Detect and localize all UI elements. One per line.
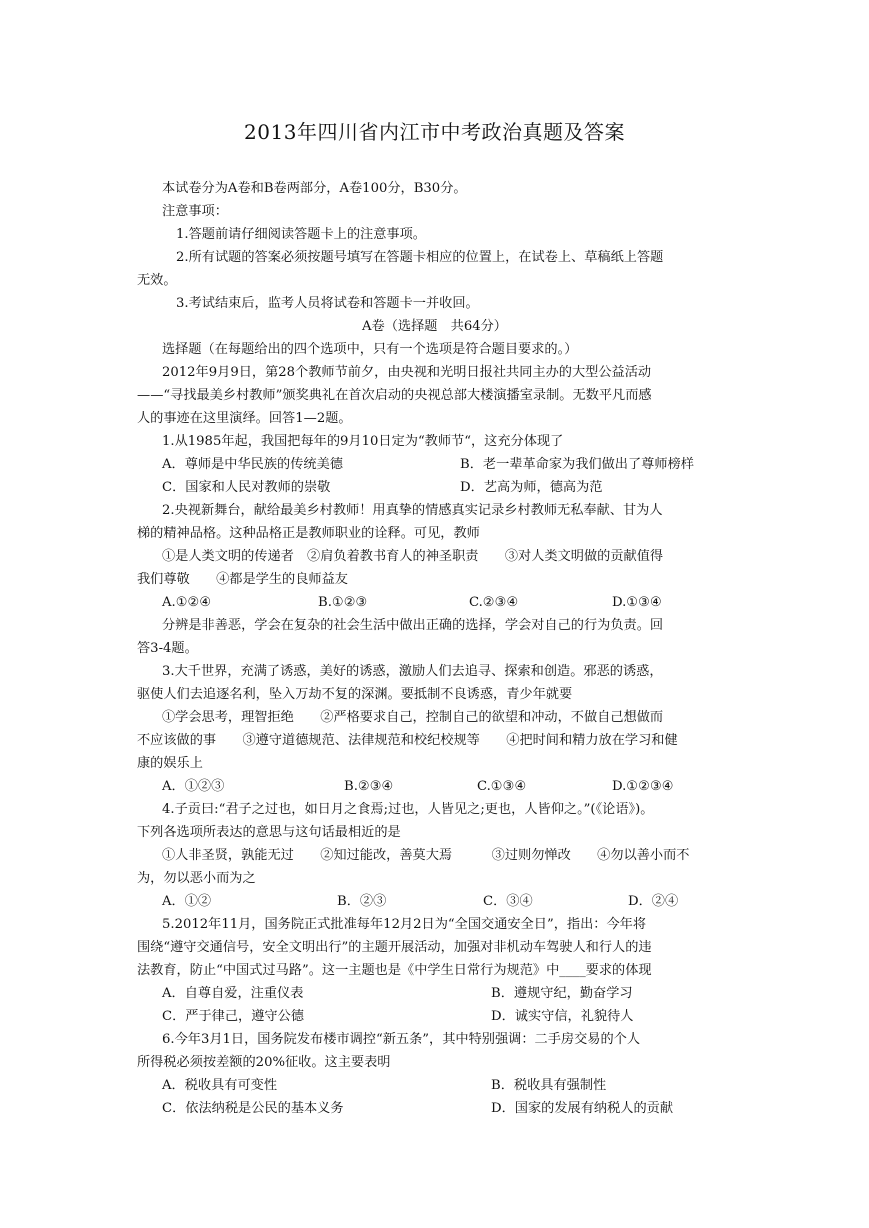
question-4-option-c: C．③④ [483, 894, 533, 909]
question-2-statements-1: ①是人类文明的传递者 ②肩负着教书育人的神圣职责 ③对人类文明做的贡献值得 [162, 549, 664, 564]
question-4-option-b: B．②③ [337, 894, 387, 909]
question-6-option-d: D．国家的发展有纳税人的贡献 [491, 1101, 674, 1116]
material-2-line-2: 答3-4题。 [137, 641, 198, 656]
question-3-statements-3: 康的娱乐上 [137, 756, 203, 771]
question-6-option-b: B．税收具有强制性 [491, 1078, 607, 1093]
note-3: 3.考试结束后，监考人员将试卷和答题卡一并收回。 [176, 296, 479, 311]
question-5-line-3: 法教育，防止“中国式过马路”。这一主题也是《中学生日常行为规范》中____要求的体现 [137, 963, 652, 978]
question-3-option-b: B.②③④ [344, 779, 394, 794]
question-5-option-d: D．诚实守信，礼貌待人 [491, 1009, 634, 1024]
question-1-option-d: D．艺高为师，德高为范 [460, 480, 603, 495]
question-3-line-1: 3.大千世界，充满了诱惑，美好的诱惑，激励人们去追寻、探索和创造。邪恶的诱惑， [162, 664, 663, 679]
material-1-line-2: ——“寻找最美乡村教师”颁奖典礼在首次启动的央视总部大楼演播室录制。无数平凡而感 [137, 388, 652, 403]
question-4-line-1: 4.子贡曰:“君子之过也，如日月之食焉;过也，人皆见之;更也，人皆仰之。”(《论语》)。 [162, 802, 654, 817]
note-1: 1.答题前请仔细阅读答题卡上的注意事项。 [176, 227, 426, 242]
note-2-line-1: 2.所有试题的答案必须按题号填写在答题卡相应的位置上，在试卷上、草稿纸上答题 [176, 250, 664, 265]
question-3-option-a: A．①②③ [162, 779, 225, 794]
question-2-statements-2: 我们尊敬 ④都是学生的良师益友 [137, 572, 348, 587]
question-4-statements-1: ①人非圣贤，孰能无过 ②知过能改，善莫大焉 ③过则勿惮改 ④勿以善小而不 [162, 848, 690, 863]
material-1-line-3: 人的事迹在这里演绎。回答1—2题。 [137, 411, 352, 426]
question-1-option-b: B．老一辈革命家为我们做出了尊师榜样 [460, 457, 694, 472]
question-3-statements-2: 不应该做的事 ③遵守道德规范、法律规范和校纪校规等 ④把时间和精力放在学习和健 [137, 733, 678, 748]
note-2-line-2: 无效。 [137, 273, 177, 288]
question-4-statements-2: 为，勿以恶小而为之 [137, 871, 256, 886]
question-6-option-a: A．税收具有可变性 [162, 1078, 278, 1093]
question-1-option-c: C．国家和人民对教师的崇敬 [162, 480, 331, 495]
question-3-statements-1: ①学会思考，理智拒绝 ②严格要求自己，控制自己的欲望和冲动，不做自己想做而 [162, 710, 664, 725]
material-1-line-1: 2012年9月9日，第28个教师节前夕，由央视和光明日报社共同主办的大型公益活动 [162, 365, 652, 380]
question-3-option-d: D.①②③④ [612, 779, 674, 794]
section-a-heading: A卷（选择题 共64分） [362, 319, 507, 334]
question-5-line-2: 围绕“遵守交通信号，安全文明出行”的主题开展活动，加强对非机动车驾驶人和行人的违 [137, 940, 652, 955]
question-6-line-2: 所得税必须按差额的20%征收。这主要表明 [137, 1055, 391, 1070]
question-1-stem: 1.从1985年起，我国把每年的9月10日定为“教师节“，这充分体现了 [162, 434, 564, 449]
question-5-option-a: A．自尊自爱，注重仪表 [162, 986, 304, 1001]
material-2-line-1: 分辨是非善恶，学会在复杂的社会生活中做出正确的选择，学会对自己的行为负责。回 [162, 618, 664, 633]
question-6-line-1: 6.今年3月1日，国务院发布楼市调控“新五条”，其中特别强调：二手房交易的个人 [162, 1032, 641, 1047]
question-2-line-1: 2.央视新舞台，献给最美乡村教师！用真挚的情感真实记录乡村教师无私奉献、甘为人 [162, 503, 663, 518]
question-2-option-a: A.①②④ [162, 595, 212, 610]
question-5-option-b: B．遵规守纪，勤奋学习 [491, 986, 633, 1001]
question-2-option-b: B.①②③ [318, 595, 368, 610]
question-4-line-2: 下列各选项所表达的意思与这句话最相近的是 [137, 825, 401, 840]
question-3-option-c: C.①③④ [477, 779, 527, 794]
question-2-option-d: D.①③④ [612, 595, 662, 610]
question-2-option-c: C.②③④ [469, 595, 519, 610]
question-5-option-c: C．严于律己，遵守公德 [162, 1009, 304, 1024]
question-3-line-2: 驱使人们去追逐名利，坠入万劫不复的深渊。要抵制不良诱惑，青少年就要 [137, 687, 573, 702]
page-title: 2013年四川省内江市中考政治真题及答案 [244, 120, 625, 144]
question-5-line-1: 5.2012年11月，国务院正式批准每年12月2日为“全国交通安全日”，指出：今年将 [162, 917, 647, 932]
question-2-line-2: 梯的精神品格。这种品格正是教师职业的诠释。可见，教师 [137, 526, 480, 541]
question-6-option-c: C．依法纳税是公民的基本义务 [162, 1101, 344, 1116]
notes-heading: 注意事项： [162, 204, 228, 219]
question-4-option-d: D．②④ [628, 894, 679, 909]
intro-text: 本试卷分为A卷和B卷两部分，A卷100分，B30分。 [162, 181, 467, 196]
question-1-option-a: A．尊师是中华民族的传统美德 [162, 457, 343, 472]
question-4-option-a: A．①② [162, 894, 212, 909]
choice-instructions: 选择题（在每题给出的四个选项中，只有一个选项是符合题目要求的。） [162, 342, 578, 357]
